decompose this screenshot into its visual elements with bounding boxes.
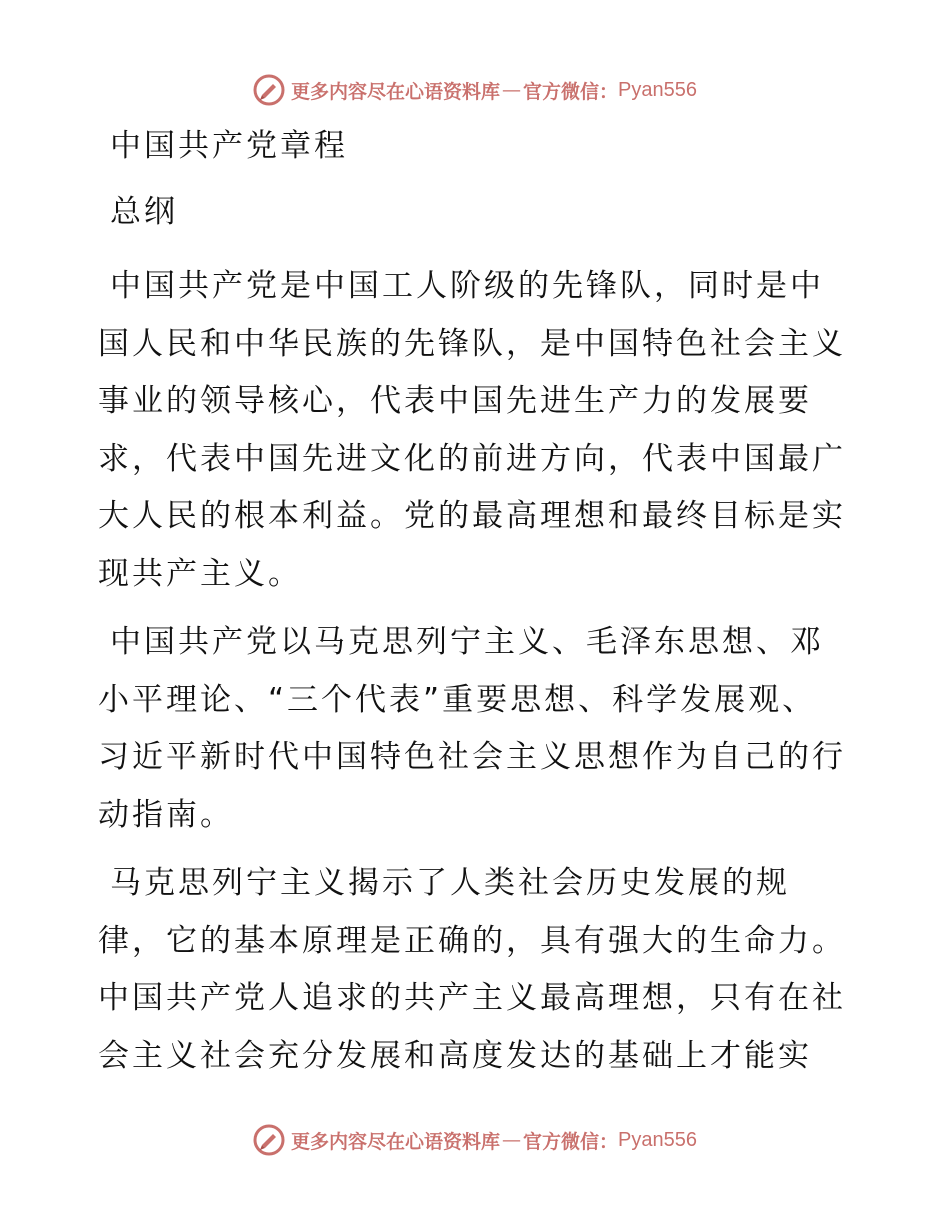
pen-logo-icon (253, 1124, 285, 1156)
watermark-separator: — (502, 1129, 522, 1151)
watermark-account: Pyan556 (618, 78, 697, 101)
header-watermark (0, 70, 950, 110)
pen-logo-icon (253, 74, 285, 106)
paragraph: 中国共产党以马克思列宁主义、毛泽东思想、邓小平理论、“三个代表”重要思想、科学发展观、习近平新时代中国特色社会主义思想作为自己的行动指南。 (98, 624, 846, 833)
document-body (98, 122, 850, 1096)
watermark-account: Pyan556 (618, 1128, 697, 1151)
watermark-main-text: 更多内容尽在心语资料库 (291, 1130, 501, 1153)
footer-watermark (0, 1120, 950, 1160)
watermark-tail-text: 官方微信： (523, 80, 619, 103)
paragraph: 马克思列宁主义揭示了人类社会历史发展的规律，它的基本原理是正确的，具有强大的生命力。中国共产党人追求的共产主义最高理想，只有在社会主义社会充分发展和高度发达的基础上才能实 (98, 865, 846, 1074)
watermark-separator: — (502, 79, 522, 101)
watermark-main-text: 更多内容尽在心语资料库 (291, 80, 501, 103)
watermark-tail-text: 官方微信： (523, 1130, 619, 1153)
paragraph: 中国共产党是中国工人阶级的先锋队，同时是中国人民和中华民族的先锋队，是中国特色社会主义事业的领导核心，代表中国先进生产力的发展要求，代表中国先进文化的前进方向，代表中国最广大人民的根本利益。党的最高理想和最终目标是实现共产主义。 (98, 268, 846, 592)
section-heading: 总纲 (110, 194, 178, 230)
document-title: 中国共产党章程 (110, 128, 348, 164)
